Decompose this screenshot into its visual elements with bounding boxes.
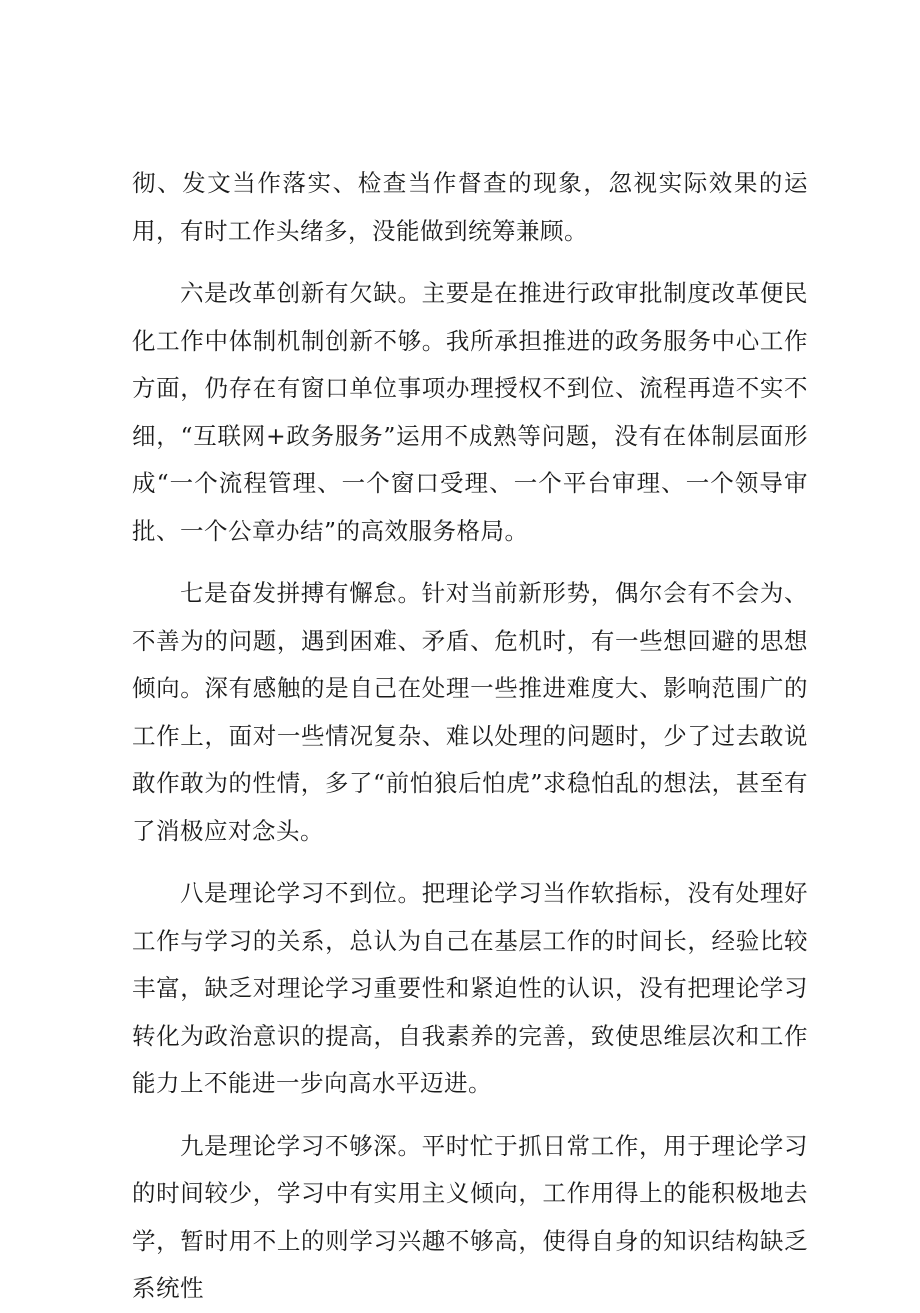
paragraph-theory-study-insufficient: 八是理论学习不到位。把理论学习当作软指标，没有处理好工作与学习的关系，总认为自己在基层工作的时间长，经验比较丰富，缺乏对理论学习重要性和紧迫性的认识，没有把理论学习转化为政治意识的提高，自我素养的完善，致使思维层次和工作能力上不能进一步向高水平迈进。 <box>132 879 808 1097</box>
paragraph-reform-innovation: 六是改革创新有欠缺。主要是在推进行政审批制度改革便民化工作中体制机制创新不够。我所承担推进的政务服务中心工作方面，仍存在有窗口单位事项办理授权不到位、流程再造不实不细，“互联网+政务服务”运用不成熟等问题，没有在体制层面形成“一个流程管理、一个窗口受理、一个平台审理、一个领导审批、一个公章办结”的高效服务格局。 <box>132 279 808 545</box>
paragraph-striving-slackness: 七是奋发拼搏有懈怠。针对当前新形势，偶尔会有不会为、不善为的问题，遇到困难、矛盾、危机时，有一些想回避的思想倾向。深有感触的是自己在处理一些推进难度大、影响范围广的工作上，面对一些情况复杂、难以处理的问题时，少了过去敢说敢作敢为的性情，多了“前怕狼后怕虎”求稳怕乱的想法，甚至有了消极应对念头。 <box>132 579 808 845</box>
paragraph-theory-study-shallow: 九是理论学习不够深。平时忙于抓日常工作，用于理论学习的时间较少，学习中有实用主义倾向，工作用得上的能积极地去学，暂时用不上的则学习兴趣不够高，使得自身的知识结构缺乏系统性 <box>132 1131 808 1302</box>
paragraph-continuation: 彻、发文当作落实、检查当作督查的现象，忽视实际效果的运用，有时工作头绪多，没能做到统筹兼顾。 <box>132 169 808 245</box>
document-body <box>132 160 808 1313</box>
